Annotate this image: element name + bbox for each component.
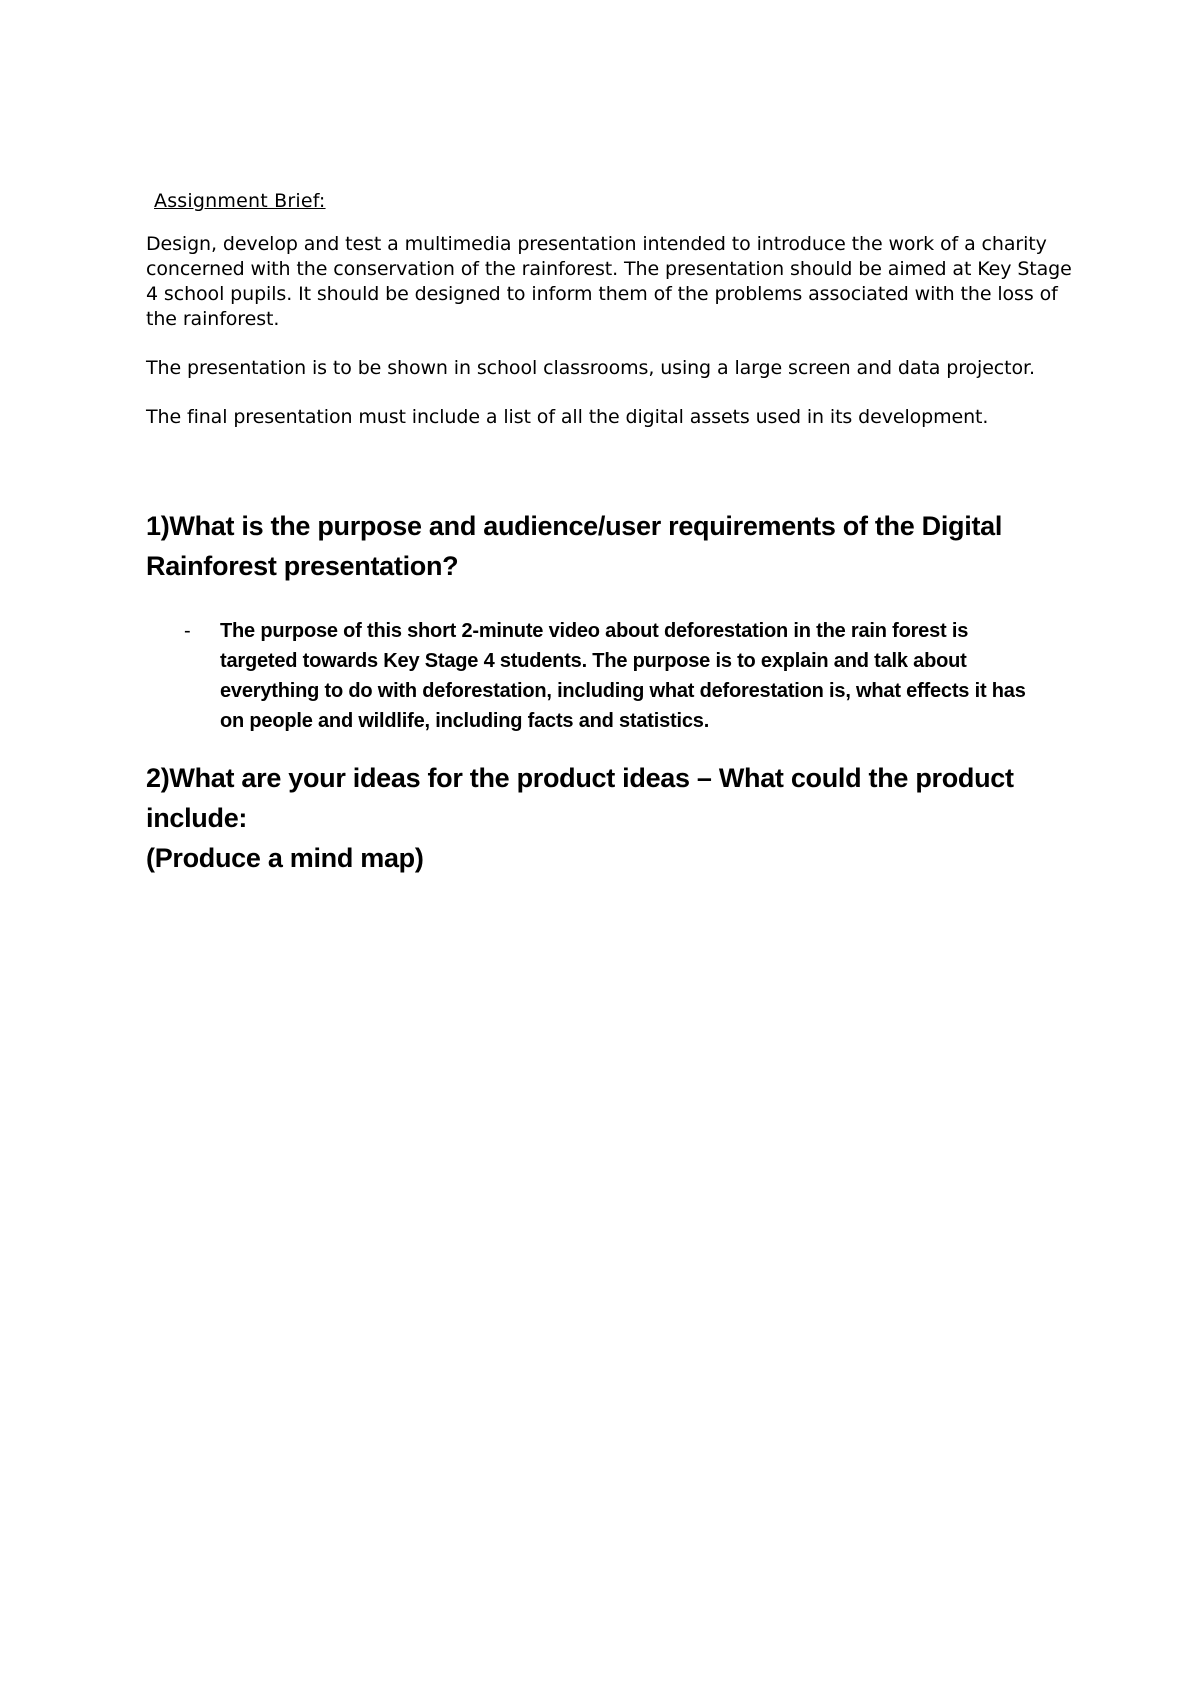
question-2-text: 2)What are your ideas for the product ideas – What could the product include:	[146, 763, 1014, 833]
list-item	[146, 616, 1086, 736]
assignment-brief-heading: Assignment Brief:	[154, 190, 326, 212]
question-2	[146, 758, 1086, 878]
question-1-answer-list	[146, 616, 1086, 736]
question-1: 1)What is the purpose and audience/user requirements of the Digital Rainforest presentation?	[146, 511, 1003, 581]
document-content	[146, 190, 1086, 878]
question-2-instruction: (Produce a mind map)	[146, 843, 424, 873]
brief-paragraph-3: The final presentation must include a list of all the digital assets used in its development.	[146, 406, 989, 428]
brief-paragraph-2: The presentation is to be shown in school classrooms, using a large screen and data projector.	[146, 357, 1035, 379]
brief-paragraph-1: Design, develop and test a multimedia presentation intended to introduce the work of a charity concerned with the conservation of the rainforest. The presentation should be aimed at Key Stage 4 school pupils. It should be designed to inform them of the problems associated with the loss of the rainforest.	[146, 233, 1072, 330]
dash-bullet: -	[184, 620, 191, 642]
question-1-answer: The purpose of this short 2-minute video about deforestation in the rain forest is targeted towards Key Stage 4 students. The purpose is to explain and talk about everything to do with deforestation, including what deforestation is, what effects it has on people and wildlife, including facts and statistics.	[220, 620, 1026, 732]
